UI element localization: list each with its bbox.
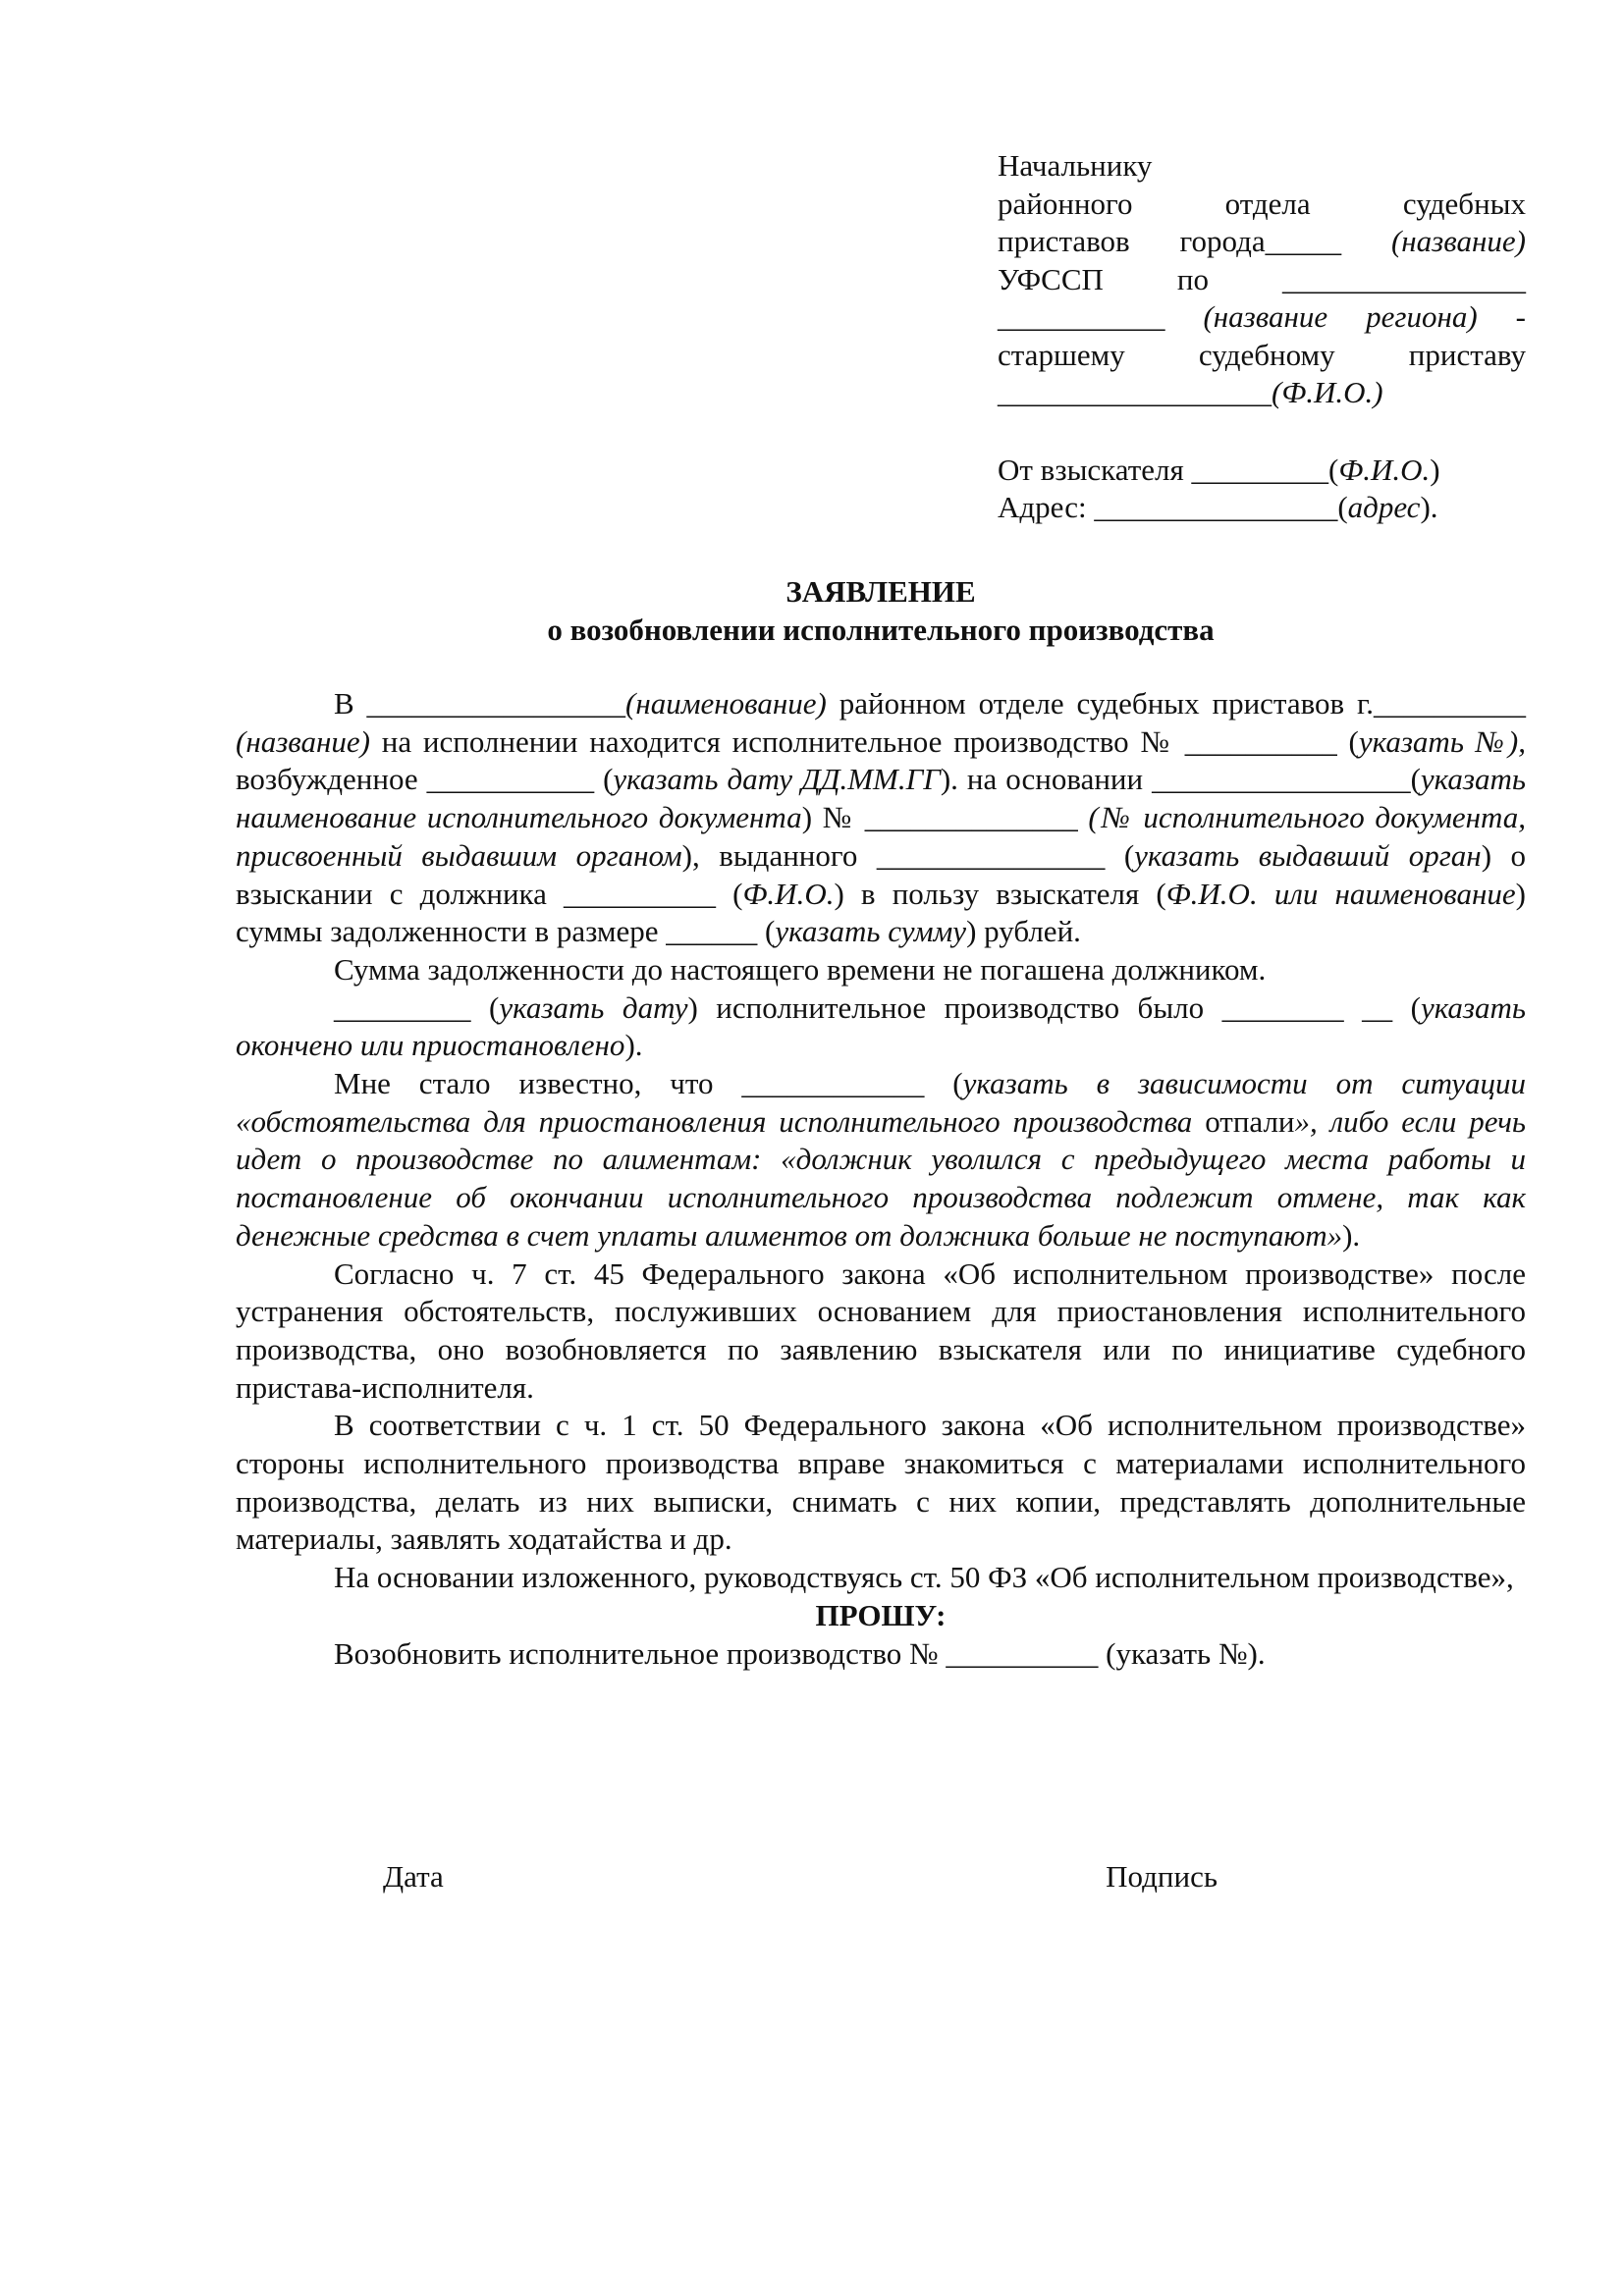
addressee-line: районного отдела судебных (998, 186, 1526, 221)
text-run: ) о взыскании с должника __________ ( (236, 837, 1527, 911)
text-run: В _________________ (334, 686, 626, 721)
hint-run: Ф.И.О. (742, 876, 835, 911)
from-text: Адрес: ________________( (998, 490, 1348, 524)
paragraph-4 (236, 1065, 1526, 1255)
hint-run: указать в зависимости от ситуации «обстоятельства для приостановления исполнительного производства (236, 1066, 1526, 1139)
hint-run: указать дату (499, 989, 688, 1025)
text-run: _________ ( (334, 989, 500, 1025)
hint-run: указать сумму (775, 914, 967, 949)
addressee-line: старшему судебному приставу (998, 337, 1526, 372)
addressee-hint: (название региона) (1203, 299, 1478, 334)
hint-run: (№ исполнительного документа, присвоенный выдавшим органом (236, 800, 1527, 873)
hint-run: (наименование) (625, 686, 827, 721)
text-run: возбужденное ___________ ( (236, 762, 614, 797)
title-main: ЗАЯВЛЕНИЕ (785, 574, 976, 609)
hint-run: указать окончено или приостановлено (236, 989, 1527, 1063)
date-label: Дата (383, 1859, 444, 1894)
from-text: ) (1430, 452, 1440, 487)
text-run: ). на основании _________________( (940, 762, 1421, 797)
text-run: ) рублей. (966, 914, 1081, 949)
text-run: ), выданного _______________ ( (681, 837, 1135, 873)
paragraph-5: Согласно ч. 7 ст. 45 Федерального закона «Об исполнительном производстве» после устранения обстоятельств, послуживших основанием для приостановления исполнительного производства, оно возобновляется по заявлению взыскателя или по инициативе судебного пристава-исполнителя. (236, 1255, 1526, 1405)
text-run: ) в пользу взыскателя ( (834, 876, 1166, 911)
paragraph-1 (236, 685, 1526, 951)
from-hint: Ф.И.О. (1338, 452, 1431, 487)
addressee-line (998, 374, 1526, 412)
signature-label: Подпись (1106, 1859, 1218, 1894)
hint-run: (название) (236, 723, 371, 759)
text-run: ). (1342, 1217, 1361, 1253)
addressee-line: Начальнику (998, 148, 1153, 183)
paragraph-7: На основании изложенного, руководствуясь ст. 50 ФЗ «Об исполнительном производстве», (334, 1560, 1514, 1595)
hint-run: указать №), (1358, 723, 1526, 759)
addressee-line (998, 298, 1526, 337)
hint-run: указать наименование исполнительного документа (236, 762, 1526, 835)
hint-run: Ф.И.О. или наименование (1165, 876, 1516, 911)
text-run: отпали (1192, 1103, 1295, 1139)
request-line: Возобновить исполнительное производство № __________ (указать №). (334, 1635, 1266, 1671)
hint-run: указать выдавший орган (1134, 837, 1482, 873)
from-text: ). (1420, 490, 1438, 524)
addressee-text: приставов города_____ (998, 224, 1391, 258)
from-hint: адрес (1347, 490, 1421, 524)
title-sub: о возобновлении исполнительного производства (547, 613, 1215, 647)
hint-run: », либо если речь идет о производстве по алиментам: «должник уволился с предыдущего места работы и постановление об окончании исполнительного производства подлежит отмене, так как денежные средства в счет уплаты алиментов от должника больше не поступают» (236, 1103, 1526, 1253)
text-run: Мне стало известно, что ____________ ( (334, 1066, 963, 1101)
paragraph-6: В соответствии с ч. 1 ст. 50 Федерального закона «Об исполнительном производстве» стороны исполнительного производства вправе знакомиться с материалами исполнительного производства, делать из них выписки, снимать с них копии, представлять дополнительные материалы, заявлять ходатайства и др. (236, 1408, 1526, 1557)
text-run: ) № ______________ (801, 800, 1089, 835)
hint-run: указать дату ДД.ММ.ГГ (613, 762, 941, 797)
from-block (998, 452, 1526, 527)
addressee-text: __________________ (998, 375, 1272, 409)
request-title: ПРОШУ: (815, 1597, 947, 1632)
document-title (236, 572, 1526, 649)
addressee-text: - (1477, 299, 1527, 334)
document-body (236, 685, 1526, 1673)
text-run: ) исполнительное производство было ________ __ ( (687, 989, 1421, 1025)
addressee-text: ___________ (998, 299, 1204, 334)
addressee-line (998, 223, 1526, 261)
addressee-block (998, 147, 1526, 527)
from-line (998, 452, 1526, 490)
text-run: ). (624, 1028, 643, 1063)
addressee-line: УФССП по ________________ (998, 261, 1526, 296)
addressee-hint: (название) (1390, 224, 1526, 258)
from-text: От взыскателя _________( (998, 452, 1339, 487)
paragraph-3 (236, 989, 1526, 1065)
signature-row (383, 1857, 1218, 1896)
text-run: на исполнении находится исполнительное производство № __________ ( (370, 723, 1359, 759)
paragraph-2: Сумма задолженности до настоящего времени не погашена должником. (334, 951, 1267, 987)
from-line (998, 489, 1526, 527)
text-run: районном отделе судебных приставов г.__________ (826, 686, 1526, 721)
addressee-hint: (Ф.И.О.) (1272, 375, 1383, 409)
text-run: ) суммы задолженности в размере ______ ( (236, 876, 1526, 949)
